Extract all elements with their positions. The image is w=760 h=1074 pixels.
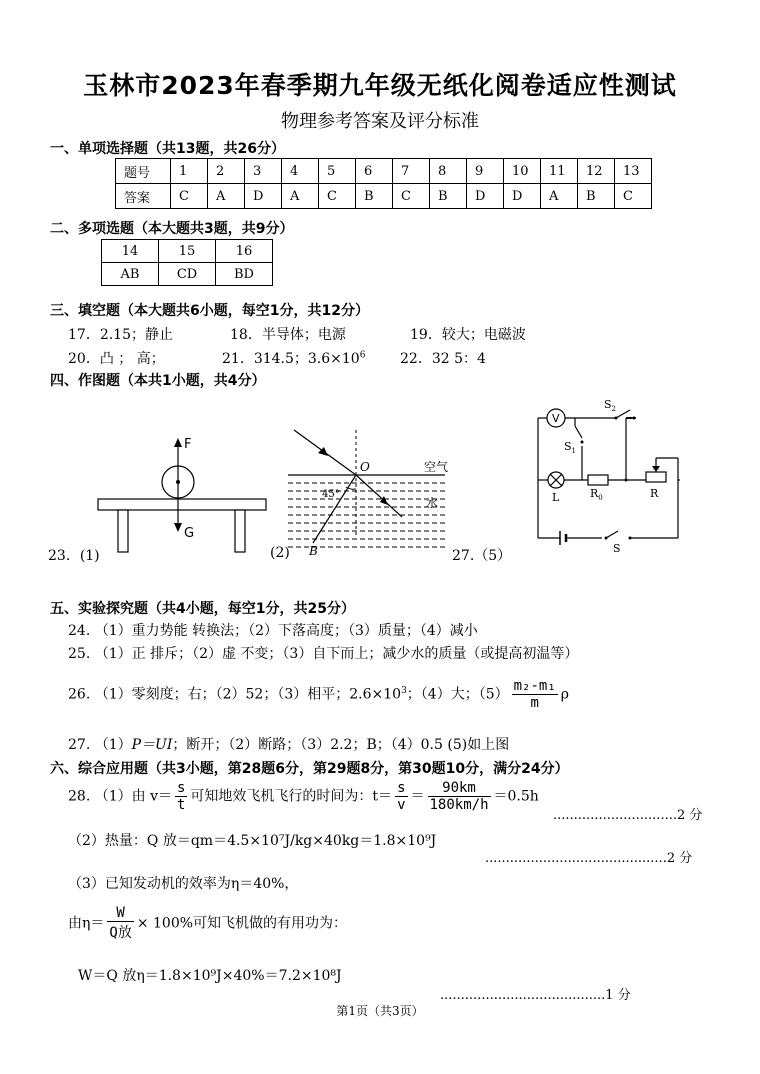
question-number: 14 <box>102 240 159 263</box>
section-5-heading: 五、实验探究题（共4小题，每空1分，共25分） <box>50 601 355 617</box>
answer-24: 24. （1）重力势能 转换法；（2）下落高度；（3）质量；（4）减小 <box>68 623 478 639</box>
row-label: 题号 <box>116 159 171 184</box>
label-s: S <box>613 542 621 555</box>
page-subtitle: 物理参考答案及评分标准 <box>281 111 479 132</box>
question-number: 2 <box>208 159 245 184</box>
question-number: 5 <box>319 159 356 184</box>
rheostat <box>646 472 666 482</box>
answer-cell: C <box>393 184 430 209</box>
circuit-diagram <box>520 400 695 560</box>
section-2-heading: 二、多项选题（本大题共3题，共9分） <box>50 221 294 237</box>
answer-28-3: （3）已知发动机的效率为η＝40%， <box>68 876 299 892</box>
section-4-heading: 四、作图题（本共1小题，共4分） <box>50 373 266 389</box>
answer-cell: D <box>245 184 282 209</box>
label-b: B <box>309 544 318 558</box>
table-row <box>102 263 273 286</box>
question-number: 6 <box>356 159 393 184</box>
question-number: 11 <box>541 159 578 184</box>
label-l: L <box>552 491 560 504</box>
question-number: 3 <box>245 159 282 184</box>
label-g: G <box>184 526 195 541</box>
label-o: O <box>360 460 370 474</box>
question-number: 9 <box>467 159 504 184</box>
table-leg <box>235 510 245 552</box>
label-23b: (2) <box>270 545 290 561</box>
answer-cell: BD <box>216 263 273 286</box>
label-f: F <box>184 437 192 452</box>
page-footer: 第1页（共3页） <box>336 1004 424 1018</box>
answer-cell: D <box>504 184 541 209</box>
score-28-2: ............................................2 分 <box>485 851 693 866</box>
answer-20: 20．凸 ； 高； <box>68 351 165 367</box>
answer-cell: B <box>578 184 615 209</box>
section-6-heading: 六、综合应用题（共3小题，第28题6分，第29题8分，第30题10分，满分24分） <box>50 761 569 777</box>
answer-cell: C <box>319 184 356 209</box>
label-23: 23．(1) <box>48 548 100 564</box>
force-diagram <box>95 432 270 557</box>
answer-cell: A <box>541 184 578 209</box>
answer-cell: C <box>615 184 652 209</box>
slider-arrow <box>652 466 660 472</box>
arrow-head-up <box>174 438 182 447</box>
label-27: 27.（5） <box>452 548 512 564</box>
water-hatching <box>288 483 445 547</box>
label-water: 水 <box>426 496 439 510</box>
answer-28-w: W＝Q 放η＝1.8×10⁹J×40%＝7.2×10⁸J <box>78 968 342 984</box>
answer-18: 18．半导体；电源 <box>230 327 346 343</box>
section-3-heading: 三、填空题（本大题共6小题，每空1分，共12分） <box>50 303 369 319</box>
answer-cell: D <box>467 184 504 209</box>
answer-22: 22．32 5：4 <box>400 351 486 367</box>
question-number: 10 <box>504 159 541 184</box>
single-choice-table <box>115 158 652 209</box>
label-r0: $R_0$ <box>590 487 603 502</box>
question-number: 12 <box>578 159 615 184</box>
resistor-r0 <box>588 475 608 485</box>
answer-19: 19．较大；电磁波 <box>410 327 526 343</box>
score-28-w: ........................................1 分 <box>440 988 631 1003</box>
answer-28-1: 28. （1）由 v＝ $\frac{s}{t}$ 可知地效飞机飞行的时间为：t＝ $\frac{s}{v}$ ＝ $\frac{90km}{180km/h}$ ＝0.5h <box>68 780 539 813</box>
question-number: 15 <box>159 240 216 263</box>
page-title: 玉林市2023年春季期九年级无纸化阅卷适应性测试 <box>83 71 677 100</box>
label-air: 空气 <box>424 460 449 474</box>
table-row <box>116 159 652 184</box>
question-number: 13 <box>615 159 652 184</box>
refracted-ray <box>313 475 356 543</box>
table-row <box>102 240 273 263</box>
arrow-head-down <box>174 523 182 532</box>
multi-choice-table <box>101 239 273 286</box>
table-row <box>116 184 652 209</box>
section-1-heading: 一、单项选择题（共13题，共26分） <box>50 141 285 157</box>
question-number: 4 <box>282 159 319 184</box>
answer-21: 21．314.5；$3.6\times 10^6$ <box>222 350 366 367</box>
answer-17: 17．2.15；静止 <box>68 327 173 343</box>
question-number: 7 <box>393 159 430 184</box>
row-label: 答案 <box>116 184 171 209</box>
label-r: R <box>650 487 659 500</box>
label-s1: $S_1$ <box>564 440 577 455</box>
question-number: 8 <box>430 159 467 184</box>
answer-cell: AB <box>102 263 159 286</box>
answer-25: 25. （1）正 排斥；（2）虚 不变；（3）自下而上；减少水的质量（或提高初温等） <box>68 646 579 662</box>
answer-26: 26. （1）零刻度；右；（2）52；（3）相平；$2.6\times 10^3$；（4）大；（5） $\frac{\text{m₂-m₁}}{m}$ ρ <box>68 678 570 711</box>
answer-28-2: （2）热量：Q 放＝qm＝4.5×10⁷J/kg×40kg＝1.8×10⁹J <box>68 833 437 849</box>
answer-cell: A <box>282 184 319 209</box>
answer-28-eff: 由η＝ $\frac{W}{\text{Q放}}$ × 100%可知飞机做的有用功为： <box>68 905 348 941</box>
answer-cell: C <box>171 184 208 209</box>
reflected-ray <box>356 475 402 517</box>
answer-cell: B <box>430 184 467 209</box>
label-s2: $S_2$ <box>604 400 617 413</box>
answer-cell: B <box>356 184 393 209</box>
answer-27: 27. （1）P＝UI；断开；（2）断路；（3）2.2；B；（4）0.5 (5)如上图 <box>68 737 510 753</box>
table-top <box>98 499 266 510</box>
table-leg <box>118 510 128 552</box>
answer-cell: CD <box>159 263 216 286</box>
label-angle: 45° <box>322 489 340 500</box>
question-number: 16 <box>216 240 273 263</box>
refraction-diagram <box>280 425 450 560</box>
label-v: V <box>552 412 560 425</box>
score-28-1: ..............................2 分 <box>553 808 703 823</box>
question-number: 1 <box>171 159 208 184</box>
answer-cell: A <box>208 184 245 209</box>
